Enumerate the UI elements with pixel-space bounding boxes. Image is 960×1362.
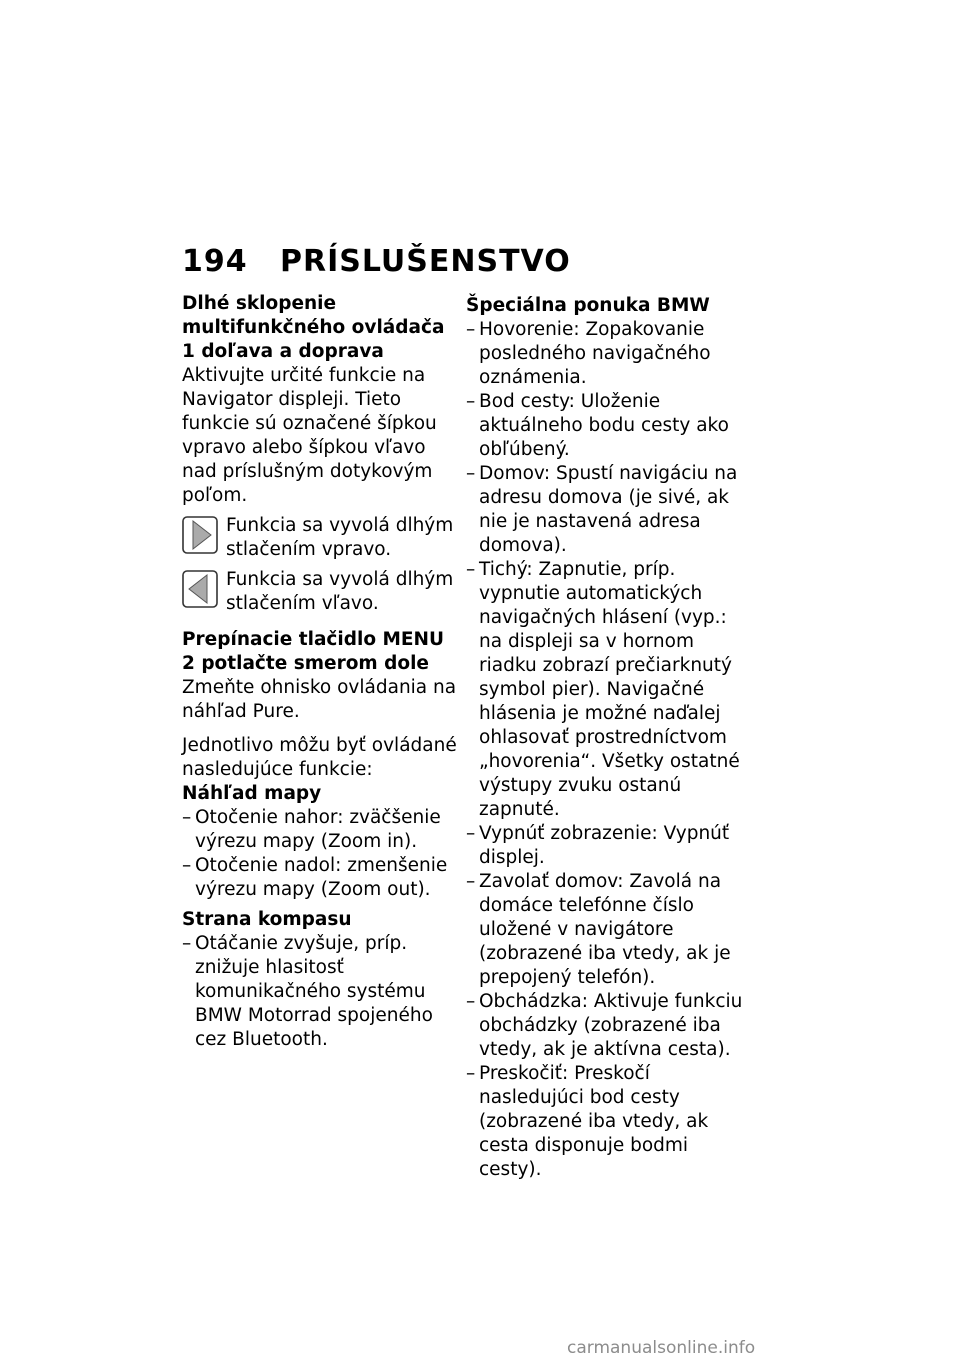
compass-heading: Strana kompasu [182, 909, 352, 930]
list-item: – Preskočiť: Preskočí nasledujúci bod cesty (zobrazené iba vtedy, ak cesta disponuje bodmi cesty). [466, 1062, 746, 1182]
list-item: – Otočenie nadol: zmenšenie výrezu mapy (Zoom out). [182, 854, 457, 902]
icon-right-text: Funkcia sa vyvolá dlhým stlačením vpravo. [226, 515, 454, 560]
list-item: – Hovorenie: Zopakovanie posledného navigačného oznámenia. [466, 318, 746, 390]
icon-left-text: Funkcia sa vyvolá dlhým stlačením vľavo. [226, 569, 454, 614]
list-item: – Obchádzka: Aktivuje funkciu obchádzky (zobrazené iba vtedy, ak je aktívna cesta). [466, 990, 746, 1062]
footer-watermark[interactable]: carmanualsonline.info [567, 1338, 756, 1358]
arrow-right-icon [182, 516, 218, 554]
arrow-left-icon [182, 570, 218, 608]
right-column [466, 294, 746, 1182]
section-heading-menu: Prepínacie tlačidlo MENU 2 potlačte smerom dole [182, 629, 445, 674]
icon-note-right [182, 514, 457, 562]
left-column [182, 292, 457, 1052]
section-heading-long-press: Dlhé sklopenie multifunkčného ovládača 1 doľava a doprava [182, 293, 445, 362]
special-menu-list [466, 318, 746, 1182]
icon-note-left [182, 568, 457, 616]
map-view-list [182, 806, 457, 902]
page-header [182, 244, 571, 279]
map-view-heading: Náhľad mapy [182, 783, 322, 804]
section-body-menu-1: Zmeňte ohnisko ovládania na náhľad Pure. [182, 677, 457, 722]
list-item: – Otočenie nahor: zväčšenie výrezu mapy (Zoom in). [182, 806, 457, 854]
list-item: – Bod cesty: Uloženie aktuálneho bodu cesty ako obľúbený. [466, 390, 746, 462]
list-item: – Vypnúť zobrazenie: Vypnúť displej. [466, 822, 746, 870]
section-body-menu-2: Jednotlivo môžu byť ovládané nasledujúce funkcie: [182, 735, 457, 780]
page-number: 194 [182, 244, 248, 279]
list-item: – Tichý: Zapnutie, príp. vypnutie automatických navigačných hlásení (vyp.: na displeji sa v hornom riadku zobrazí prečiarknutý symbol pier). Navigačné hlásenia je možné naďalej ohlasovať prostredníctvom „hovorenia“. Všetky ostatné výstupy zvuku ostanú zapnuté. [466, 558, 746, 822]
list-item: – Zavolať domov: Zavolá na domáce telefónne číslo uložené v navigátore (zobrazené iba vtedy, ak je prepojený telefón). [466, 870, 746, 990]
special-menu-heading: Špeciálna ponuka BMW [466, 295, 710, 316]
list-item: – Domov: Spustí navigáciu na adresu domova (je sivé, ak nie je nastavená adresa domova). [466, 462, 746, 558]
page-title: PRÍSLUŠENSTVO [280, 244, 571, 279]
compass-list [182, 932, 457, 1052]
section-body-long-press: Aktivujte určité funkcie na Navigator displeji. Tieto funkcie sú označené šípkou vpravo alebo šípkou vľavo nad príslušným dotykovým poľom. [182, 365, 437, 506]
list-item: – Otáčanie zvyšuje, príp. znižuje hlasitosť komunikačného systému BMW Motorrad spojeného cez Bluetooth. [182, 932, 457, 1052]
